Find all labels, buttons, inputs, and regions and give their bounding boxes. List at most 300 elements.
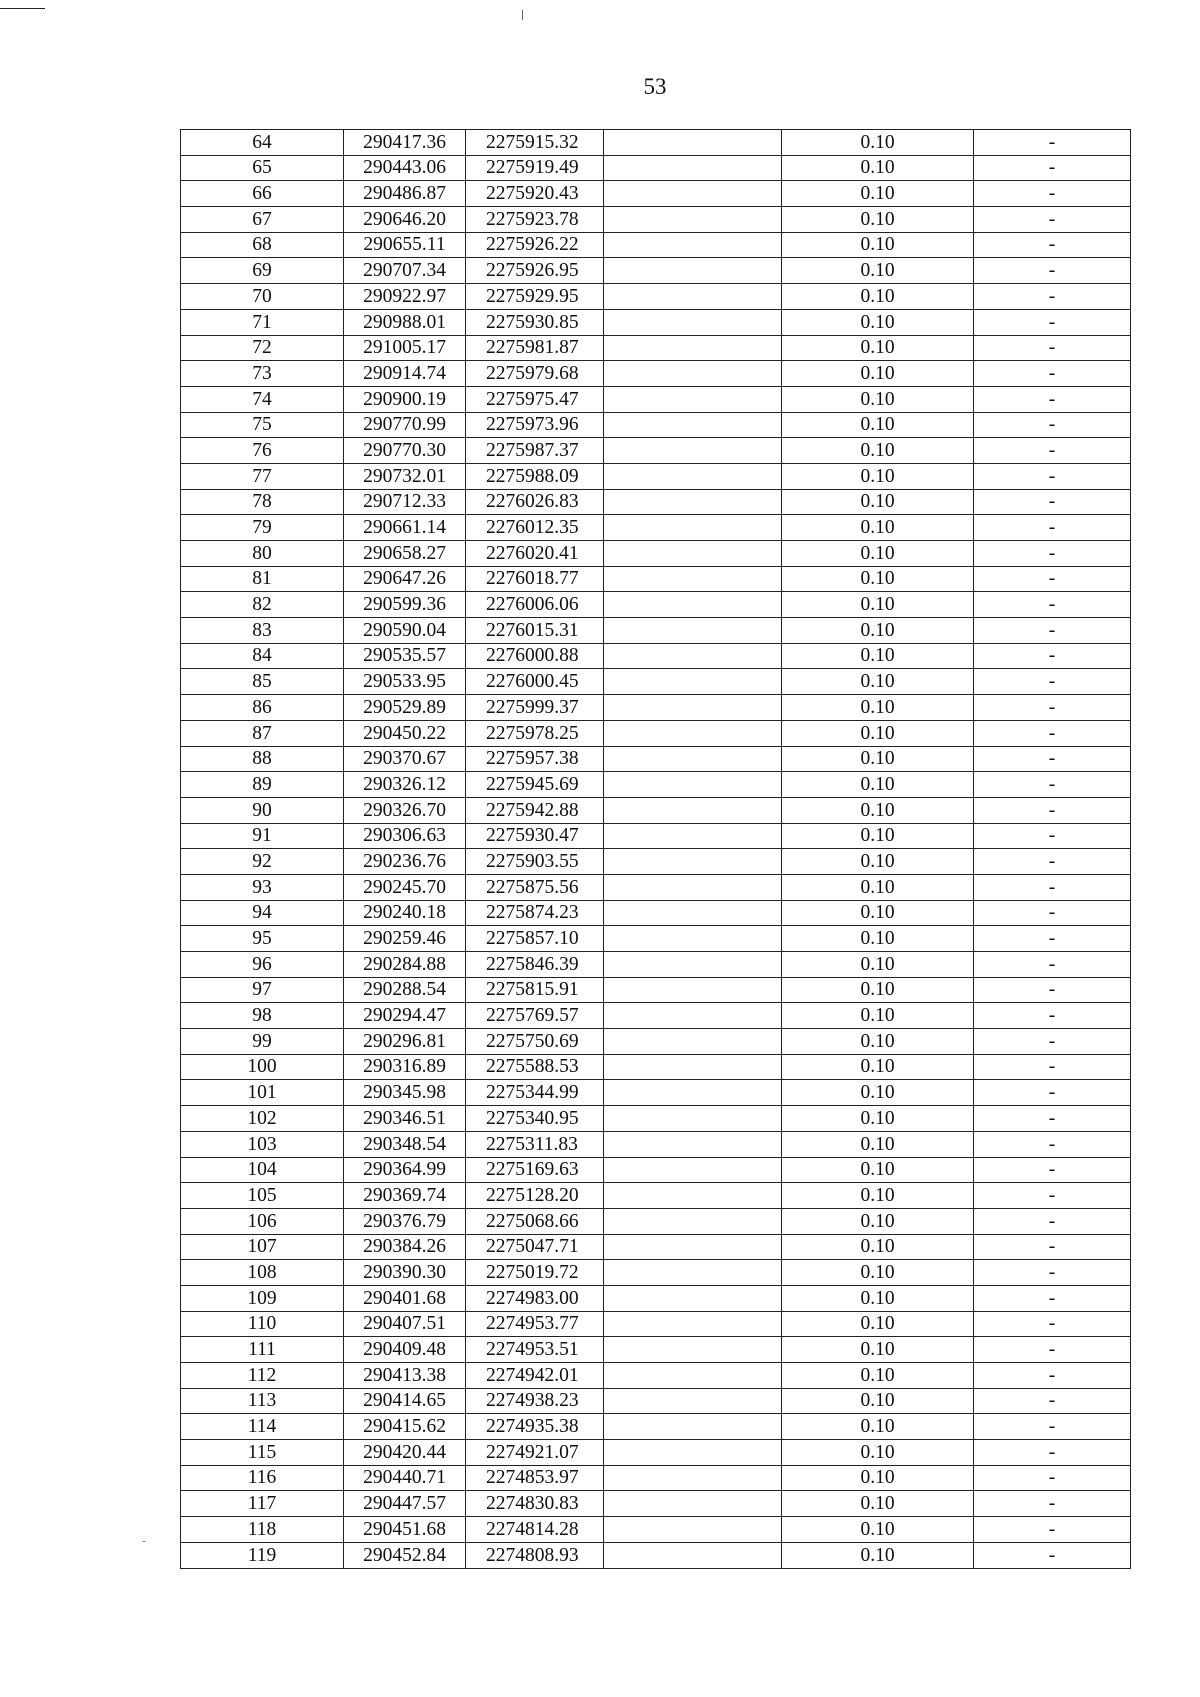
- x-coordinate-cell: 290348.54: [344, 1131, 466, 1157]
- y-coordinate-cell: 2276006.06: [466, 592, 604, 618]
- empty-cell: [604, 412, 782, 438]
- value-cell: 0.10: [782, 643, 974, 669]
- y-coordinate-cell: 2275981.87: [466, 335, 604, 361]
- empty-cell: [604, 720, 782, 746]
- table-row: [181, 232, 1131, 258]
- point-number-cell: 69: [181, 258, 344, 284]
- dash-cell: -: [974, 900, 1131, 926]
- value-cell: 0.10: [782, 1106, 974, 1132]
- point-number-cell: 103: [181, 1131, 344, 1157]
- value-cell: 0.10: [782, 874, 974, 900]
- dash-cell: -: [974, 1234, 1131, 1260]
- table-row: [181, 977, 1131, 1003]
- y-coordinate-cell: 2275929.95: [466, 284, 604, 310]
- dash-cell: -: [974, 952, 1131, 978]
- x-coordinate-cell: 290294.47: [344, 1003, 466, 1029]
- dash-cell: -: [974, 207, 1131, 233]
- table-row: [181, 1465, 1131, 1491]
- table-row: [181, 361, 1131, 387]
- y-coordinate-cell: 2274983.00: [466, 1285, 604, 1311]
- table-row: [181, 772, 1131, 798]
- empty-cell: [604, 1311, 782, 1337]
- x-coordinate-cell: 290401.68: [344, 1285, 466, 1311]
- dash-cell: -: [974, 926, 1131, 952]
- y-coordinate-cell: 2275815.91: [466, 977, 604, 1003]
- point-number-cell: 68: [181, 232, 344, 258]
- point-number-cell: 73: [181, 361, 344, 387]
- table-row: [181, 1542, 1131, 1568]
- x-coordinate-cell: 290529.89: [344, 695, 466, 721]
- y-coordinate-cell: 2275979.68: [466, 361, 604, 387]
- empty-cell: [604, 258, 782, 284]
- point-number-cell: 104: [181, 1157, 344, 1183]
- point-number-cell: 91: [181, 823, 344, 849]
- point-number-cell: 82: [181, 592, 344, 618]
- empty-cell: [604, 1208, 782, 1234]
- x-coordinate-cell: 290259.46: [344, 926, 466, 952]
- value-cell: 0.10: [782, 566, 974, 592]
- point-number-cell: 118: [181, 1517, 344, 1543]
- dash-cell: -: [974, 746, 1131, 772]
- value-cell: 0.10: [782, 1311, 974, 1337]
- point-number-cell: 112: [181, 1363, 344, 1389]
- dash-cell: -: [974, 309, 1131, 335]
- dash-cell: -: [974, 1157, 1131, 1183]
- table-row: [181, 541, 1131, 567]
- point-number-cell: 111: [181, 1337, 344, 1363]
- x-coordinate-cell: 290900.19: [344, 386, 466, 412]
- value-cell: 0.10: [782, 309, 974, 335]
- empty-cell: [604, 1080, 782, 1106]
- dash-cell: -: [974, 849, 1131, 875]
- point-number-cell: 114: [181, 1414, 344, 1440]
- point-number-cell: 102: [181, 1106, 344, 1132]
- x-coordinate-cell: 290240.18: [344, 900, 466, 926]
- y-coordinate-cell: 2275945.69: [466, 772, 604, 798]
- empty-cell: [604, 772, 782, 798]
- dash-cell: -: [974, 412, 1131, 438]
- value-cell: 0.10: [782, 207, 974, 233]
- y-coordinate-cell: 2274808.93: [466, 1542, 604, 1568]
- empty-cell: [604, 1388, 782, 1414]
- value-cell: 0.10: [782, 823, 974, 849]
- x-coordinate-cell: 291005.17: [344, 335, 466, 361]
- empty-cell: [604, 541, 782, 567]
- point-number-cell: 116: [181, 1465, 344, 1491]
- table-row: [181, 1440, 1131, 1466]
- table-row: [181, 438, 1131, 464]
- dash-cell: -: [974, 489, 1131, 515]
- value-cell: 0.10: [782, 1029, 974, 1055]
- value-cell: 0.10: [782, 669, 974, 695]
- point-number-cell: 77: [181, 463, 344, 489]
- empty-cell: [604, 130, 782, 156]
- dash-cell: -: [974, 1517, 1131, 1543]
- empty-cell: [604, 1517, 782, 1543]
- empty-cell: [604, 335, 782, 361]
- dash-cell: -: [974, 823, 1131, 849]
- empty-cell: [604, 926, 782, 952]
- y-coordinate-cell: 2275128.20: [466, 1183, 604, 1209]
- page-number: 53: [643, 74, 667, 99]
- point-number-cell: 71: [181, 309, 344, 335]
- x-coordinate-cell: 290326.12: [344, 772, 466, 798]
- x-coordinate-cell: 290288.54: [344, 977, 466, 1003]
- x-coordinate-cell: 290451.68: [344, 1517, 466, 1543]
- dash-cell: -: [974, 772, 1131, 798]
- y-coordinate-cell: 2275169.63: [466, 1157, 604, 1183]
- empty-cell: [604, 1054, 782, 1080]
- table-row: [181, 1363, 1131, 1389]
- y-coordinate-cell: 2275769.57: [466, 1003, 604, 1029]
- table-row: [181, 335, 1131, 361]
- empty-cell: [604, 952, 782, 978]
- dash-cell: -: [974, 1542, 1131, 1568]
- point-number-cell: 93: [181, 874, 344, 900]
- table-row: [181, 463, 1131, 489]
- empty-cell: [604, 1491, 782, 1517]
- empty-cell: [604, 566, 782, 592]
- value-cell: 0.10: [782, 1054, 974, 1080]
- table-row: [181, 1311, 1131, 1337]
- point-number-cell: 96: [181, 952, 344, 978]
- dash-cell: -: [974, 181, 1131, 207]
- x-coordinate-cell: 290390.30: [344, 1260, 466, 1286]
- y-coordinate-cell: 2275920.43: [466, 181, 604, 207]
- point-number-cell: 84: [181, 643, 344, 669]
- table-row: [181, 874, 1131, 900]
- y-coordinate-cell: 2275978.25: [466, 720, 604, 746]
- dash-cell: -: [974, 1491, 1131, 1517]
- table-row: [181, 643, 1131, 669]
- y-coordinate-cell: 2275999.37: [466, 695, 604, 721]
- x-coordinate-cell: 290658.27: [344, 541, 466, 567]
- point-number-cell: 88: [181, 746, 344, 772]
- value-cell: 0.10: [782, 1260, 974, 1286]
- value-cell: 0.10: [782, 1363, 974, 1389]
- x-coordinate-cell: 290306.63: [344, 823, 466, 849]
- table-row: [181, 1491, 1131, 1517]
- point-number-cell: 79: [181, 515, 344, 541]
- empty-cell: [604, 643, 782, 669]
- dash-cell: -: [974, 669, 1131, 695]
- value-cell: 0.10: [782, 1003, 974, 1029]
- empty-cell: [604, 977, 782, 1003]
- x-coordinate-cell: 290647.26: [344, 566, 466, 592]
- dash-cell: -: [974, 1311, 1131, 1337]
- empty-cell: [604, 1003, 782, 1029]
- point-number-cell: 109: [181, 1285, 344, 1311]
- y-coordinate-cell: 2275930.47: [466, 823, 604, 849]
- y-coordinate-cell: 2275019.72: [466, 1260, 604, 1286]
- x-coordinate-cell: 290486.87: [344, 181, 466, 207]
- y-coordinate-cell: 2275874.23: [466, 900, 604, 926]
- empty-cell: [604, 1183, 782, 1209]
- value-cell: 0.10: [782, 515, 974, 541]
- y-coordinate-cell: 2274953.77: [466, 1311, 604, 1337]
- dash-cell: -: [974, 566, 1131, 592]
- y-coordinate-cell: 2275942.88: [466, 797, 604, 823]
- dash-cell: -: [974, 541, 1131, 567]
- empty-cell: [604, 155, 782, 181]
- table-row: [181, 1388, 1131, 1414]
- y-coordinate-cell: 2275973.96: [466, 412, 604, 438]
- point-number-cell: 98: [181, 1003, 344, 1029]
- value-cell: 0.10: [782, 1465, 974, 1491]
- value-cell: 0.10: [782, 1414, 974, 1440]
- x-coordinate-cell: 290316.89: [344, 1054, 466, 1080]
- table-row: [181, 746, 1131, 772]
- dash-cell: -: [974, 1131, 1131, 1157]
- empty-cell: [604, 849, 782, 875]
- dash-cell: -: [974, 1388, 1131, 1414]
- dash-cell: -: [974, 463, 1131, 489]
- dash-cell: -: [974, 361, 1131, 387]
- point-number-cell: 64: [181, 130, 344, 156]
- value-cell: 0.10: [782, 284, 974, 310]
- table-row: [181, 258, 1131, 284]
- dash-cell: -: [974, 1465, 1131, 1491]
- dash-cell: -: [974, 977, 1131, 1003]
- table-row: [181, 1260, 1131, 1286]
- empty-cell: [604, 746, 782, 772]
- table-row: [181, 181, 1131, 207]
- empty-cell: [604, 874, 782, 900]
- y-coordinate-cell: 2275344.99: [466, 1080, 604, 1106]
- x-coordinate-cell: 290914.74: [344, 361, 466, 387]
- y-coordinate-cell: 2275750.69: [466, 1029, 604, 1055]
- value-cell: 0.10: [782, 1517, 974, 1543]
- table-row: [181, 720, 1131, 746]
- dash-cell: -: [974, 1183, 1131, 1209]
- value-cell: 0.10: [782, 720, 974, 746]
- value-cell: 0.10: [782, 361, 974, 387]
- value-cell: 0.10: [782, 977, 974, 1003]
- dash-cell: -: [974, 618, 1131, 644]
- y-coordinate-cell: 2274953.51: [466, 1337, 604, 1363]
- dash-cell: -: [974, 797, 1131, 823]
- y-coordinate-cell: 2276020.41: [466, 541, 604, 567]
- empty-cell: [604, 1234, 782, 1260]
- empty-cell: [604, 1260, 782, 1286]
- point-number-cell: 107: [181, 1234, 344, 1260]
- table-row: [181, 592, 1131, 618]
- empty-cell: [604, 695, 782, 721]
- table-row: [181, 797, 1131, 823]
- table-row: [181, 1131, 1131, 1157]
- x-coordinate-cell: 290284.88: [344, 952, 466, 978]
- empty-cell: [604, 1106, 782, 1132]
- empty-cell: [604, 669, 782, 695]
- x-coordinate-cell: 290655.11: [344, 232, 466, 258]
- dash-cell: -: [974, 1363, 1131, 1389]
- y-coordinate-cell: 2275068.66: [466, 1208, 604, 1234]
- y-coordinate-cell: 2275846.39: [466, 952, 604, 978]
- value-cell: 0.10: [782, 849, 974, 875]
- empty-cell: [604, 1285, 782, 1311]
- y-coordinate-cell: 2275588.53: [466, 1054, 604, 1080]
- y-coordinate-cell: 2275957.38: [466, 746, 604, 772]
- x-coordinate-cell: 290646.20: [344, 207, 466, 233]
- empty-cell: [604, 1337, 782, 1363]
- coordinates-table-body: [181, 130, 1131, 1569]
- x-coordinate-cell: 290712.33: [344, 489, 466, 515]
- y-coordinate-cell: 2275857.10: [466, 926, 604, 952]
- dash-cell: -: [974, 155, 1131, 181]
- table-row: [181, 207, 1131, 233]
- x-coordinate-cell: 290450.22: [344, 720, 466, 746]
- value-cell: 0.10: [782, 489, 974, 515]
- x-coordinate-cell: 290770.99: [344, 412, 466, 438]
- point-number-cell: 100: [181, 1054, 344, 1080]
- value-cell: 0.10: [782, 386, 974, 412]
- x-coordinate-cell: 290707.34: [344, 258, 466, 284]
- value-cell: 0.10: [782, 412, 974, 438]
- value-cell: 0.10: [782, 335, 974, 361]
- point-number-cell: 86: [181, 695, 344, 721]
- x-coordinate-cell: 290245.70: [344, 874, 466, 900]
- table-row: [181, 1208, 1131, 1234]
- y-coordinate-cell: 2275915.32: [466, 130, 604, 156]
- table-row: [181, 1106, 1131, 1132]
- value-cell: 0.10: [782, 952, 974, 978]
- x-coordinate-cell: 290440.71: [344, 1465, 466, 1491]
- table-row: [181, 669, 1131, 695]
- y-coordinate-cell: 2276026.83: [466, 489, 604, 515]
- table-row: [181, 1285, 1131, 1311]
- y-coordinate-cell: 2275311.83: [466, 1131, 604, 1157]
- dash-cell: -: [974, 1029, 1131, 1055]
- dash-cell: -: [974, 720, 1131, 746]
- value-cell: 0.10: [782, 1208, 974, 1234]
- point-number-cell: 74: [181, 386, 344, 412]
- y-coordinate-cell: 2276000.45: [466, 669, 604, 695]
- point-number-cell: 117: [181, 1491, 344, 1517]
- table-row: [181, 386, 1131, 412]
- value-cell: 0.10: [782, 232, 974, 258]
- value-cell: 0.10: [782, 695, 974, 721]
- empty-cell: [604, 232, 782, 258]
- x-coordinate-cell: 290370.67: [344, 746, 466, 772]
- dash-cell: -: [974, 1003, 1131, 1029]
- table-row: [181, 952, 1131, 978]
- point-number-cell: 90: [181, 797, 344, 823]
- value-cell: 0.10: [782, 1388, 974, 1414]
- x-coordinate-cell: 290535.57: [344, 643, 466, 669]
- empty-cell: [604, 309, 782, 335]
- x-coordinate-cell: 290590.04: [344, 618, 466, 644]
- table-row: [181, 1183, 1131, 1209]
- x-coordinate-cell: 290326.70: [344, 797, 466, 823]
- dash-cell: -: [974, 643, 1131, 669]
- empty-cell: [604, 438, 782, 464]
- value-cell: 0.10: [782, 1440, 974, 1466]
- empty-cell: [604, 1157, 782, 1183]
- table-row: [181, 1029, 1131, 1055]
- empty-cell: [604, 284, 782, 310]
- point-number-cell: 67: [181, 207, 344, 233]
- value-cell: 0.10: [782, 900, 974, 926]
- x-coordinate-cell: 290413.38: [344, 1363, 466, 1389]
- x-coordinate-cell: 290452.84: [344, 1542, 466, 1568]
- dash-cell: -: [974, 1440, 1131, 1466]
- point-number-cell: 115: [181, 1440, 344, 1466]
- point-number-cell: 95: [181, 926, 344, 952]
- point-number-cell: 113: [181, 1388, 344, 1414]
- table-row: [181, 1337, 1131, 1363]
- dash-cell: -: [974, 695, 1131, 721]
- point-number-cell: 72: [181, 335, 344, 361]
- y-coordinate-cell: 2274853.97: [466, 1465, 604, 1491]
- value-cell: 0.10: [782, 1234, 974, 1260]
- y-coordinate-cell: 2275340.95: [466, 1106, 604, 1132]
- point-number-cell: 87: [181, 720, 344, 746]
- table-row: [181, 412, 1131, 438]
- value-cell: 0.10: [782, 746, 974, 772]
- point-number-cell: 83: [181, 618, 344, 644]
- x-coordinate-cell: 290417.36: [344, 130, 466, 156]
- y-coordinate-cell: 2275919.49: [466, 155, 604, 181]
- x-coordinate-cell: 290364.99: [344, 1157, 466, 1183]
- table-row: [181, 1003, 1131, 1029]
- empty-cell: [604, 797, 782, 823]
- table-row: [181, 900, 1131, 926]
- table-row: [181, 566, 1131, 592]
- x-coordinate-cell: 290346.51: [344, 1106, 466, 1132]
- table-row: [181, 1517, 1131, 1543]
- dash-cell: -: [974, 1080, 1131, 1106]
- value-cell: 0.10: [782, 258, 974, 284]
- x-coordinate-cell: 290922.97: [344, 284, 466, 310]
- empty-cell: [604, 618, 782, 644]
- table-row: [181, 1157, 1131, 1183]
- table-row: [181, 1080, 1131, 1106]
- x-coordinate-cell: 290384.26: [344, 1234, 466, 1260]
- value-cell: 0.10: [782, 1183, 974, 1209]
- point-number-cell: 106: [181, 1208, 344, 1234]
- y-coordinate-cell: 2274938.23: [466, 1388, 604, 1414]
- empty-cell: [604, 900, 782, 926]
- y-coordinate-cell: 2276000.88: [466, 643, 604, 669]
- empty-cell: [604, 515, 782, 541]
- dash-cell: -: [974, 130, 1131, 156]
- table-row: [181, 926, 1131, 952]
- table-row: [181, 284, 1131, 310]
- y-coordinate-cell: 2275926.22: [466, 232, 604, 258]
- table-row: [181, 1234, 1131, 1260]
- value-cell: 0.10: [782, 130, 974, 156]
- point-number-cell: 81: [181, 566, 344, 592]
- dash-cell: -: [974, 284, 1131, 310]
- point-number-cell: 108: [181, 1260, 344, 1286]
- y-coordinate-cell: 2275903.55: [466, 849, 604, 875]
- y-coordinate-cell: 2276015.31: [466, 618, 604, 644]
- x-coordinate-cell: 290599.36: [344, 592, 466, 618]
- dash-cell: -: [974, 1337, 1131, 1363]
- x-coordinate-cell: 290988.01: [344, 309, 466, 335]
- x-coordinate-cell: 290376.79: [344, 1208, 466, 1234]
- dash-cell: -: [974, 386, 1131, 412]
- coordinates-table: [180, 129, 1131, 1569]
- point-number-cell: 92: [181, 849, 344, 875]
- value-cell: 0.10: [782, 1337, 974, 1363]
- x-coordinate-cell: 290533.95: [344, 669, 466, 695]
- value-cell: 0.10: [782, 541, 974, 567]
- empty-cell: [604, 386, 782, 412]
- table-row: [181, 130, 1131, 156]
- empty-cell: [604, 463, 782, 489]
- point-number-cell: 66: [181, 181, 344, 207]
